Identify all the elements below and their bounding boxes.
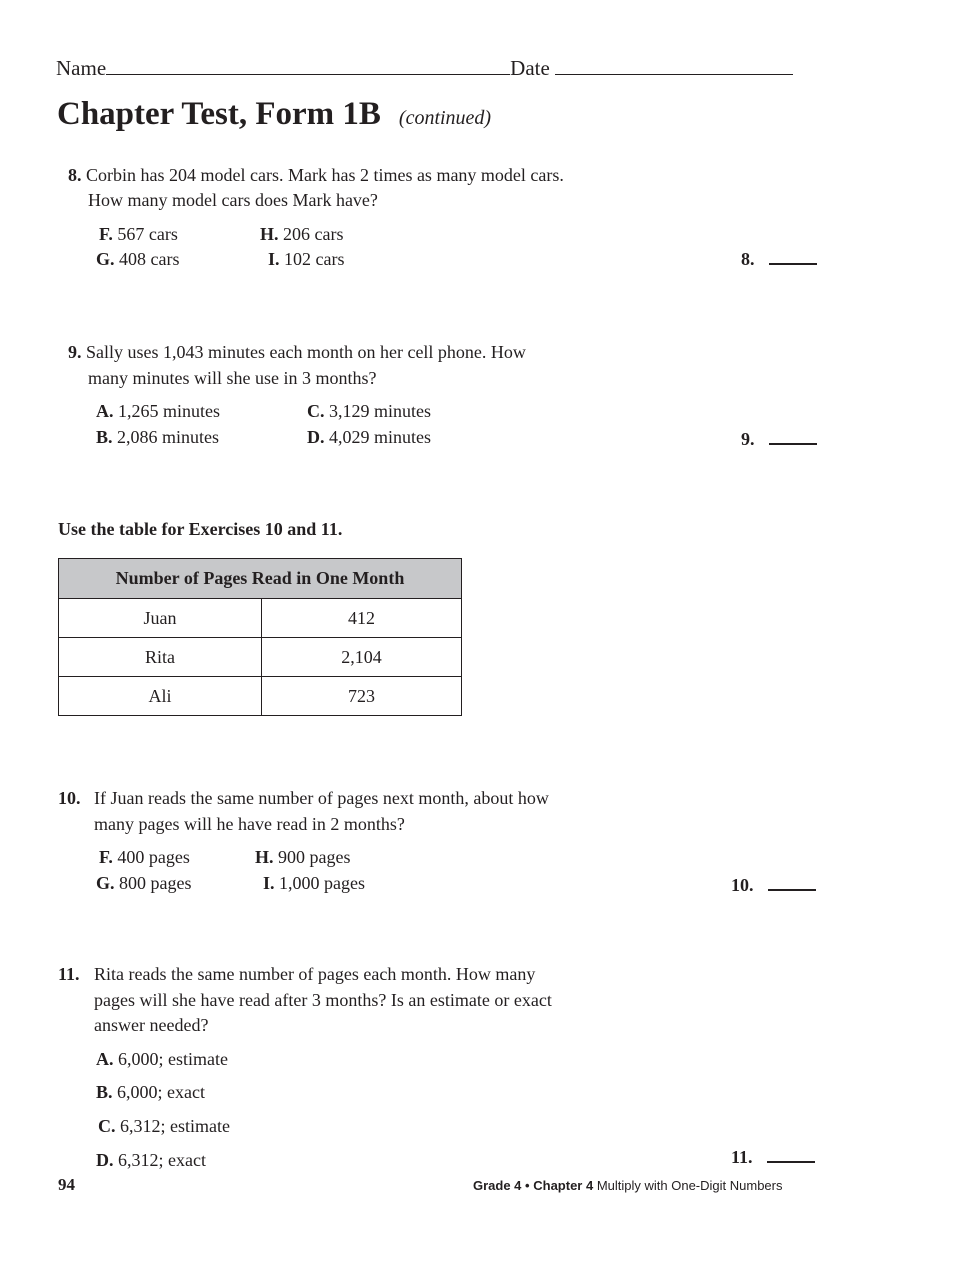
- answer-line[interactable]: [767, 1160, 815, 1163]
- option-label: H.: [255, 847, 274, 867]
- option-label: A.: [96, 401, 114, 421]
- table-instructions: Use the table for Exercises 10 and 11.: [58, 519, 343, 539]
- option-text: 800 pages: [119, 873, 192, 893]
- option-text: 6,000; estimate: [118, 1049, 228, 1069]
- subtitle-text: (continued): [398, 107, 492, 129]
- option-text: 206 cars: [283, 224, 344, 244]
- answer-label: 11.: [731, 1147, 753, 1167]
- question-8-line1: [68, 165, 564, 186]
- question-number: 9.: [68, 342, 82, 362]
- option-text: 6,312; estimate: [120, 1116, 230, 1136]
- page-title: [57, 96, 491, 133]
- name-date-row: [56, 56, 793, 81]
- answer-blank-9[interactable]: [741, 429, 817, 450]
- table-cell-value: 2,104: [262, 638, 462, 677]
- title-text: Chapter Test, Form 1B: [57, 96, 381, 132]
- question-number: 8.: [68, 165, 82, 185]
- table-cell-value: 412: [262, 599, 462, 638]
- name-label: Name: [56, 56, 107, 80]
- option-label: D.: [96, 1150, 114, 1170]
- table-row: [59, 638, 462, 677]
- question-11-line1: Rita reads the same number of pages each month. How many: [94, 964, 536, 984]
- table-header-row: [59, 559, 462, 599]
- footer-chapter-title: Multiply with One-Digit Numbers: [596, 1178, 783, 1193]
- option-g[interactable]: [96, 249, 180, 270]
- option-text: 2,086 minutes: [117, 427, 220, 447]
- option-text: 3,129 minutes: [329, 401, 431, 421]
- pages-table: [58, 558, 462, 716]
- option-g[interactable]: [96, 873, 192, 894]
- option-label: B.: [96, 1082, 113, 1102]
- question-text: Sally uses 1,043 minutes each month on her cell phone. How: [86, 342, 526, 362]
- option-text: 408 cars: [119, 249, 180, 269]
- option-d[interactable]: [307, 427, 431, 448]
- page-number: 94: [58, 1175, 75, 1194]
- option-label: B.: [96, 427, 113, 447]
- option-h[interactable]: [255, 847, 351, 868]
- option-c[interactable]: [307, 401, 431, 422]
- footer-caption: [473, 1178, 783, 1193]
- option-text: 400 pages: [117, 847, 190, 867]
- question-number: 11.: [58, 964, 80, 984]
- answer-label: 8.: [741, 249, 755, 269]
- question-11-line2: pages will she have read after 3 months? Is an estimate or exact: [94, 990, 552, 1010]
- question-text: Corbin has 204 model cars. Mark has 2 times as many model cars.: [86, 165, 564, 185]
- table-cell-value: 723: [262, 677, 462, 716]
- table-cell-name: Rita: [59, 638, 262, 677]
- option-label: C.: [98, 1116, 116, 1136]
- option-label: I.: [263, 873, 275, 893]
- option-f[interactable]: [99, 847, 190, 868]
- table-cell-name: Ali: [59, 677, 262, 716]
- footer-grade: Grade 4: [473, 1178, 522, 1193]
- date-label: Date: [510, 56, 550, 80]
- answer-label: 10.: [731, 875, 754, 895]
- option-text: 900 pages: [278, 847, 351, 867]
- option-b[interactable]: [96, 1082, 205, 1103]
- option-text: 102 cars: [284, 249, 345, 269]
- option-label: H.: [260, 224, 279, 244]
- question-8-line2: How many model cars does Mark have?: [88, 190, 378, 210]
- option-label: F.: [99, 224, 113, 244]
- question-11-line3: answer needed?: [94, 1015, 209, 1035]
- answer-label: 9.: [741, 429, 755, 449]
- option-text: 1,000 pages: [279, 873, 365, 893]
- option-text: 1,265 minutes: [118, 401, 220, 421]
- answer-line[interactable]: [769, 442, 817, 445]
- table-cell-name: Juan: [59, 599, 262, 638]
- option-text: 4,029 minutes: [329, 427, 431, 447]
- option-a[interactable]: [96, 1049, 228, 1070]
- footer-bullet: •: [525, 1178, 530, 1193]
- option-label: I.: [268, 249, 280, 269]
- answer-blank-8[interactable]: [741, 249, 817, 270]
- answer-blank-10[interactable]: [731, 875, 816, 896]
- question-number: 10.: [58, 788, 81, 808]
- option-label: G.: [96, 873, 115, 893]
- option-label: F.: [99, 847, 113, 867]
- date-field[interactable]: [555, 74, 793, 75]
- question-9-line1: [68, 342, 526, 363]
- option-text: 6,312; exact: [118, 1150, 206, 1170]
- table-row: [59, 599, 462, 638]
- option-text: 6,000; exact: [117, 1082, 205, 1102]
- option-c[interactable]: [98, 1116, 230, 1137]
- question-10-line1: If Juan reads the same number of pages next month, about how: [94, 788, 549, 808]
- answer-line[interactable]: [769, 262, 817, 265]
- question-10-line2: many pages will he have read in 2 months?: [94, 814, 405, 834]
- name-field[interactable]: [106, 74, 510, 75]
- answer-blank-11[interactable]: [731, 1147, 815, 1168]
- option-i[interactable]: [263, 873, 365, 894]
- option-b[interactable]: [96, 427, 219, 448]
- option-label: A.: [96, 1049, 114, 1069]
- footer-chapter: Chapter 4: [533, 1178, 594, 1193]
- table-header: Number of Pages Read in One Month: [59, 559, 462, 599]
- option-a[interactable]: [96, 401, 220, 422]
- option-text: 567 cars: [117, 224, 178, 244]
- question-9-line2: many minutes will she use in 3 months?: [88, 368, 377, 388]
- option-label: D.: [307, 427, 325, 447]
- option-d[interactable]: [96, 1150, 206, 1171]
- table-row: [59, 677, 462, 716]
- option-i[interactable]: [268, 249, 345, 270]
- option-label: G.: [96, 249, 115, 269]
- option-f[interactable]: [99, 224, 178, 245]
- option-label: C.: [307, 401, 325, 421]
- option-h[interactable]: [260, 224, 344, 245]
- answer-line[interactable]: [768, 888, 816, 891]
